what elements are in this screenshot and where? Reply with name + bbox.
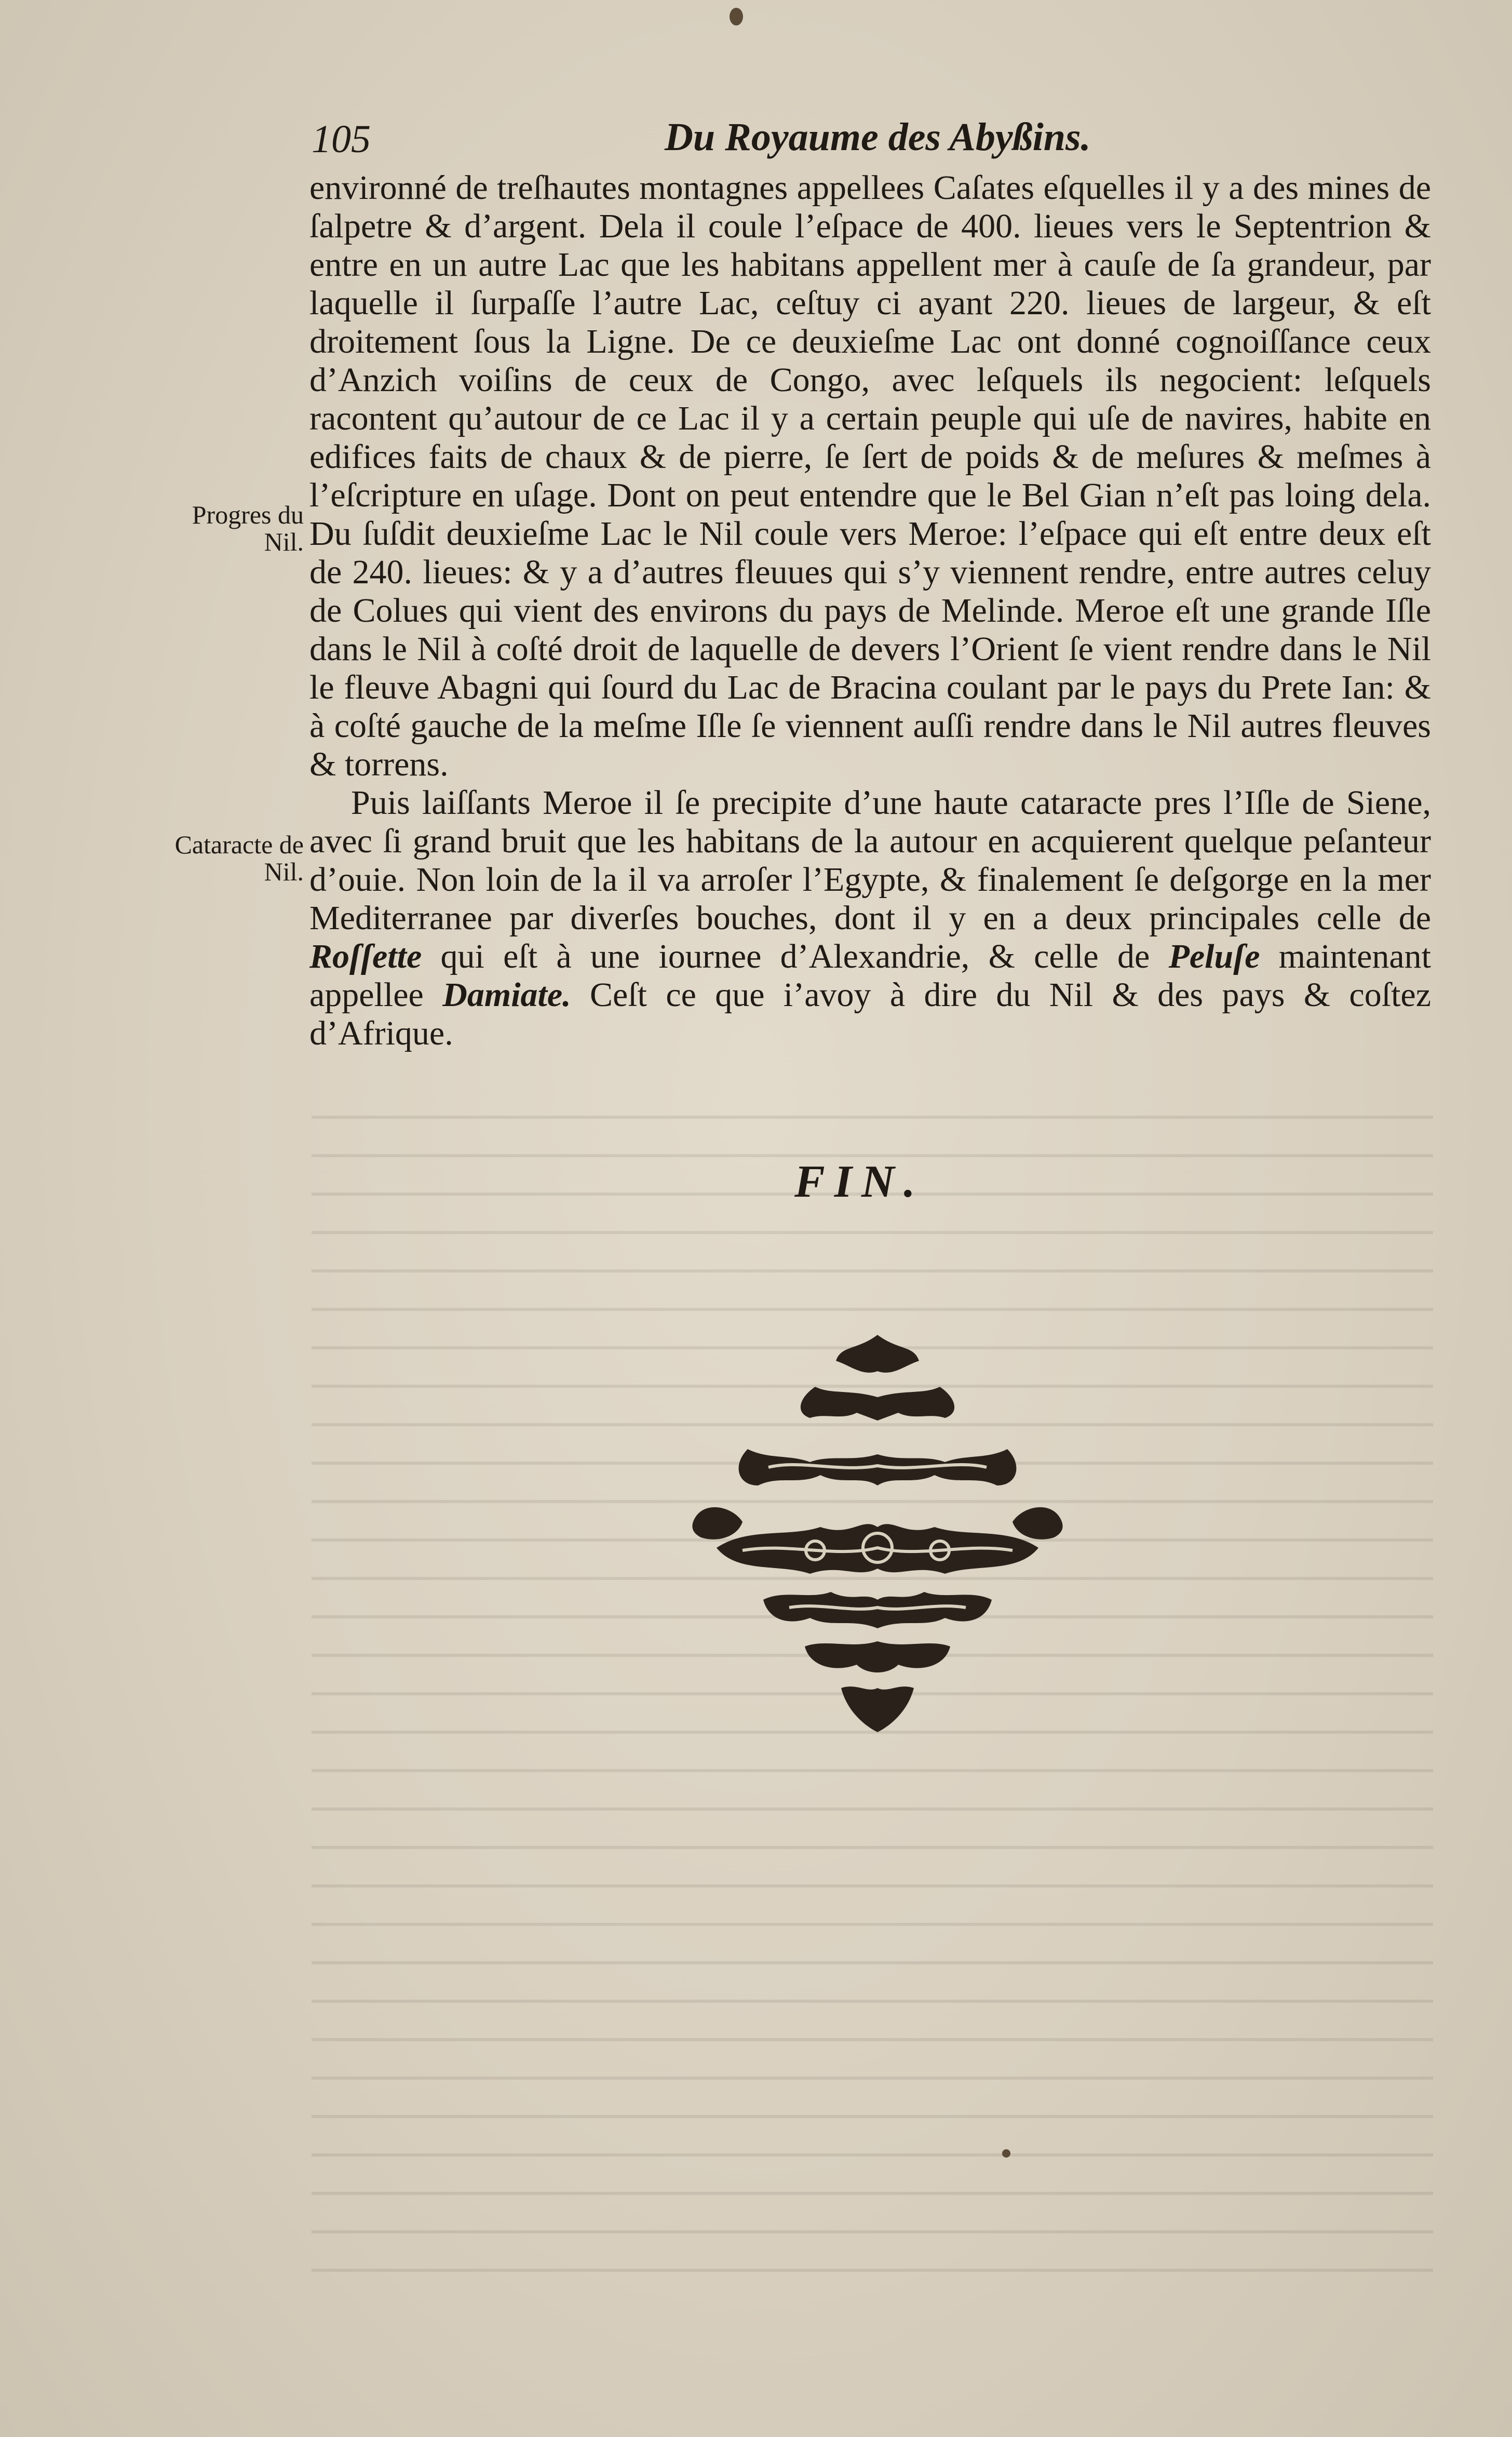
printers-ornament	[685, 1330, 1070, 1735]
page-number: 105	[312, 117, 371, 161]
margin-note-progres: Progres du Nil.	[192, 500, 304, 556]
fin-heading: FIN.	[794, 1157, 925, 1207]
margin-note-cataracte: Cataracte de Nil.	[174, 830, 304, 886]
place-name-rossette: Roſſette	[309, 938, 422, 975]
place-name-damiate: Damiate.	[442, 976, 571, 1014]
paragraph-2	[309, 784, 1431, 1053]
page-header	[312, 112, 1091, 169]
paragraph-2-text-a: Puis laiſſants Meroe il ſe precipite d’une haute cataracte pres l’Iſle de Siene, avec ſi grand bruit que les habitans de la autour en acquierent quelque peſanteur d’ouie. Non loin de la il va arroſer l’Egypte, & finalement ſe deſgorge en la mer Mediterranee par diverſes bouches, dont il y en a deux principales celle de	[309, 784, 1431, 937]
ink-speck	[1002, 2149, 1010, 2158]
paragraph-2-text-d: Ceſt ce que i’avoy à dire du Nil & des pays & coſtez d’Afrique.	[309, 976, 1431, 1052]
body-text	[309, 169, 1431, 1053]
paragraph-2-text-c: maintenant appellee	[309, 938, 1431, 1014]
running-title: Du Royaume des Abyßins.	[665, 115, 1091, 159]
paragraph-2-text-b: qui eſt à une iournee d’Alexandrie, & celle de	[422, 938, 1169, 975]
paragraph-1	[309, 169, 1431, 784]
ink-stain	[730, 8, 743, 25]
paragraph-1-text: environné de treſhautes montagnes appellees Caſates eſquelles il y a des mines de ſalpetre & d’argent. Dela il coule l’eſpace de 400. lieues vers le Septentrion & entre en un autre Lac que les habitans appellent mer à cauſe de ſa grandeur, par laquelle il ſurpaſſe l’autre Lac, ceſtuy ci ayant 220. lieues de largeur, & eſt droitement ſous la Ligne. De ce deuxieſme Lac ont donné cognoiſſance ceux d’Anzich voiſins de ceux de Congo, avec leſquels ils negocient: leſquels racontent qu’autour de ce Lac il y a certain peuple qui uſe de navires, habite en edifices faits de chaux & de pierre, ſe ſert de poids & de meſures & meſmes à l’eſcripture en uſage. Dont on peut entendre que le Bel Gian n’eſt pas loing dela. Du ſuſdit deuxieſme Lac le Nil coule vers Meroe: l’eſpace qui eſt entre deux eſt de 240. lieues: & y a d’autres fleuues qui s’y viennent rendre, entre autres celuy de Colues qui vient des environs du pays de Melinde. Meroe eſt une grande Iſle dans le Nil à coſté droit de laquelle de devers l’Orient ſe vient rendre dans le Nil le fleuve Abagni qui ſourd du Lac de Bracina coulant par le pays du Prete Ian: & à coſté gauche de la meſme Iſle ſe viennent auſſi rendre dans le Nil autres fleuves & torrens.	[309, 169, 1431, 783]
place-name-peluse: Peluſe	[1168, 938, 1260, 975]
